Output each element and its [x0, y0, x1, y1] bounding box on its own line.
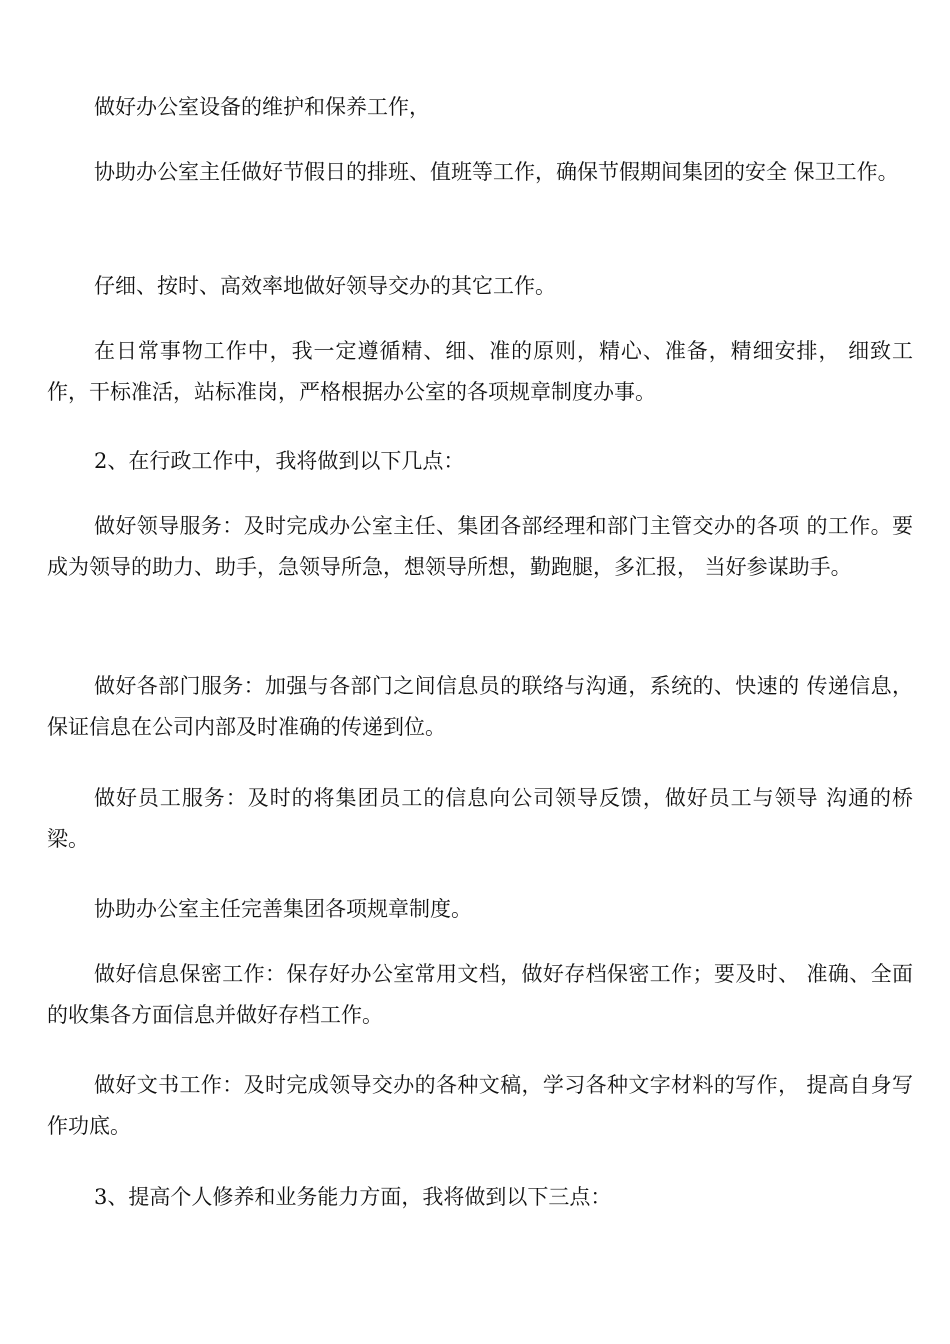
section-heading-personal-development: 3、提高个人修养和业务能力方面，我将做到以下三点： [94, 1185, 612, 1209]
paragraph-department-service: 做好各部门服务：加强与各部门之间信息员的联络与沟通，系统的、快速的 传递信息，保证信息在公司内部及时准确的传递到位。 [47, 674, 913, 739]
paragraph-leadership-service: 做好领导服务：及时完成办公室主任、集团各部经理和部门主管交办的各项 的工作。要成为领导的助力、助手，急领导所急，想领导所想，勤跑腿，多汇报， 当好参谋助手。 [47, 514, 913, 579]
paragraph-clerical-work: 做好文书工作：及时完成领导交办的各种文稿，学习各种文字材料的写作， 提高自身写作功底。 [47, 1073, 913, 1138]
paragraph-employee-service: 做好员工服务：及时的将集团员工的信息向公司领导反馈，做好员工与领导 沟通的桥梁。 [47, 786, 914, 851]
paragraph-holiday-duty: 协助办公室主任做好节假日的排班、值班等工作，确保节假期间集团的安全 保卫工作。 [94, 160, 899, 184]
paragraph-rules-improvement: 协助办公室主任完善集团各项规章制度。 [94, 897, 472, 921]
paragraph-equipment-maintenance: 做好办公室设备的维护和保养工作， [94, 95, 430, 119]
section-heading-administrative-work: 2、在行政工作中，我将做到以下几点： [94, 449, 465, 473]
paragraph-confidentiality: 做好信息保密工作：保存好办公室常用文档，做好存档保密工作；要及时、 准确、全面的收集各方面信息并做好存档工作。 [47, 962, 913, 1027]
paragraph-other-tasks: 仔细、按时、高效率地做好领导交办的其它工作。 [94, 274, 556, 298]
paragraph-daily-affairs: 在日常事物工作中，我一定遵循精、细、准的原则，精心、准备，精细安排， 细致工作，干标准活，站标准岗，严格根据办公室的各项规章制度办事。 [47, 339, 914, 404]
